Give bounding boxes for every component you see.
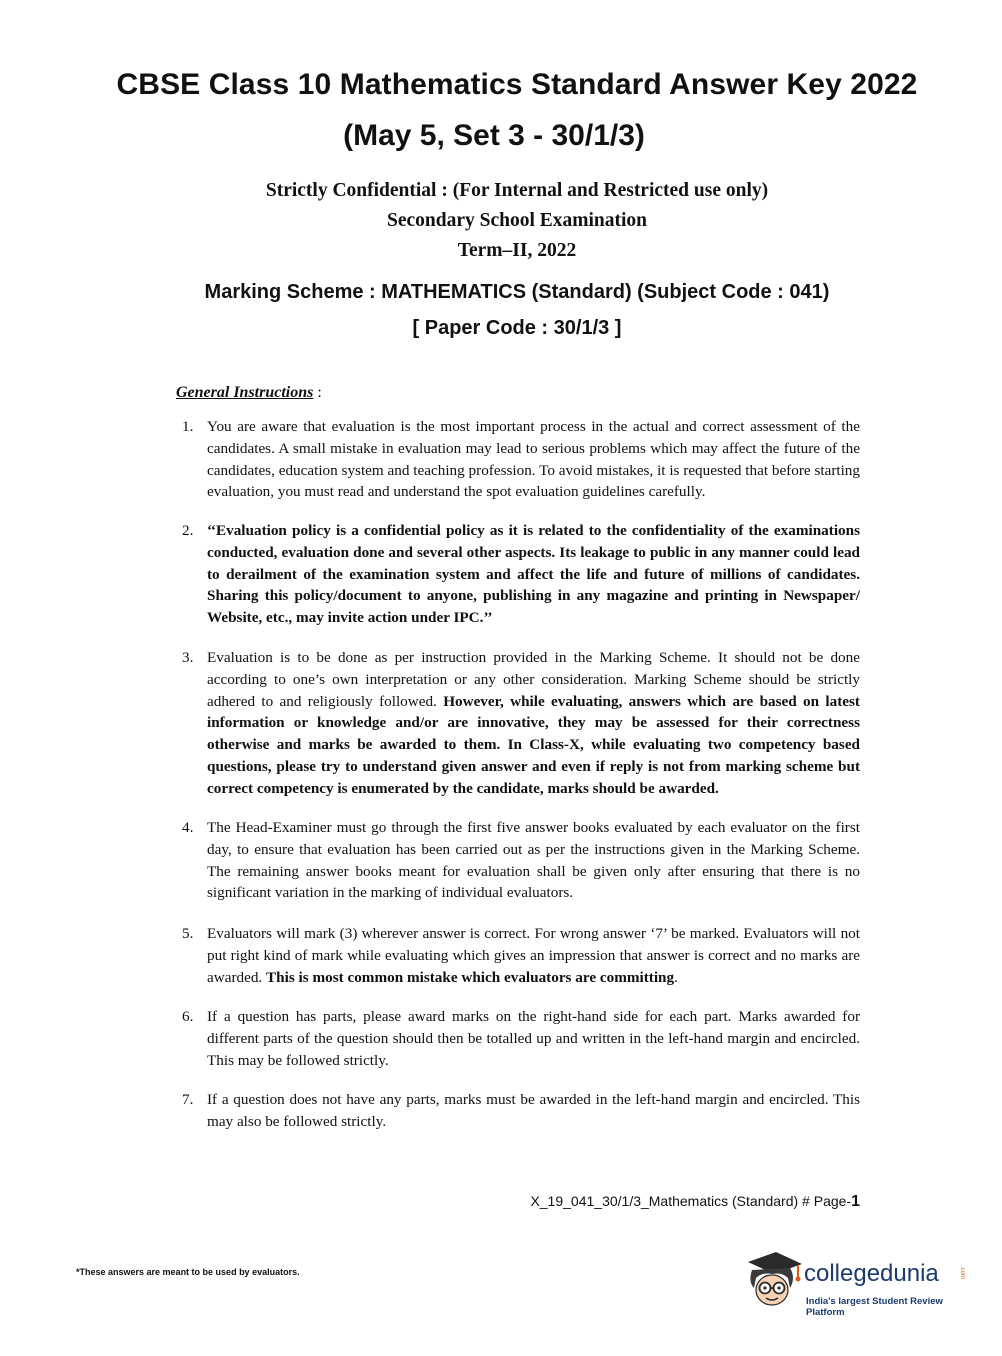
instruction-item-7 [176, 1089, 860, 1133]
instruction-number: 4. [182, 819, 194, 836]
marking-scheme-heading: Marking Scheme : MATHEMATICS (Standard) (Subject Code : 041) [204, 281, 830, 303]
instructions-heading-suffix: : [313, 384, 322, 401]
evaluator-note: *These answers are meant to be used by evaluators. [76, 1267, 300, 1277]
instruction-item-1 [176, 416, 860, 503]
instruction-text: If a question does not have any parts, marks must be awarded in the left-hand margin and encircled. This may also be followed strictly. [207, 1091, 860, 1130]
page-number: 1 [851, 1193, 860, 1210]
instruction-text: You are aware that evaluation is the most important process in the actual and correct assessment of the candidates. A small mistake in evaluation may lead to serious problems which may affect the future of the candidates, education system and teaching profession. To avoid mistakes, it is requested that before starting evaluation, you must read and understand the spot evaluation guidelines carefully. [207, 418, 860, 501]
instruction-item-2 [176, 520, 860, 629]
instruction-number: 7. [182, 1091, 194, 1108]
paper-code: [ Paper Code : 30/1/3 ] [412, 317, 622, 339]
logo-domain: .com [959, 1266, 965, 1280]
instructions-heading-text: General Instructions [176, 384, 314, 401]
instruction-number: 6. [182, 1008, 194, 1025]
instruction-bold-text: However, while evaluating, answers which are based on latest information or knowledge and/or are innovative, they may be assessed for their correctness otherwise and marks be awarded to them. In Class-X, while evaluating two competency based questions, please try to understand given answer and even if reply is not from marking scheme but correct competency is enumerated by the candidate, marks should be awarded. [207, 692, 860, 797]
instruction-text: If a question has parts, please award marks on the right-hand side for each part. Marks awarded for different parts of the question should then be totalled up and written in the left-hand margin and encircled. This may be followed strictly. [207, 1008, 860, 1069]
instruction-number: 3. [182, 649, 194, 666]
exam-name: Secondary School Examination [386, 210, 648, 231]
instruction-number: 2. [182, 522, 194, 539]
collegedunia-logo [742, 1248, 972, 1318]
page-footer [530, 1193, 860, 1211]
instruction-text: Evaluators will mark (3) wherever answer is correct. For wrong answer ‘7’ be marked. Evaluators will not put right kind of mark while evaluating which gives an impression that answer is correct and no marks are awarded. [207, 925, 860, 986]
instruction-item-5 [176, 923, 860, 988]
instruction-text: Evaluation is to be done as per instruction provided in the Marking Scheme. It should not be done according to one’s own interpretation or any other consideration. Marking Scheme should be strictly adhered to and religiously followed. [207, 649, 860, 710]
logo-wordmark: collegedunia [804, 1260, 939, 1287]
document-title: CBSE Class 10 Mathematics Standard Answer Key 2022 [116, 68, 918, 101]
instruction-bold-text: This is most common mistake which evaluators are committing [266, 968, 675, 986]
instruction-text: The Head-Examiner must go through the first five answer books evaluated by each evaluator on the first day, to ensure that evaluation has been carried out as per the instructions given in the Marking Scheme. The remaining answer books meant for evaluation shall be given only after ensuring that there is no significant variation in the marking of individual evaluators. [207, 819, 860, 902]
instruction-number: 1. [182, 418, 194, 435]
instruction-item-6 [176, 1006, 860, 1071]
graduate-mascot-icon [742, 1248, 804, 1312]
instructions-heading [176, 384, 322, 402]
page-label: X_19_041_30/1/3_Mathematics (Standard) # Page- [530, 1193, 852, 1209]
confidential-notice: Strictly Confidential : (For Internal and Restricted use only) [265, 180, 769, 201]
instruction-item-4 [176, 817, 860, 904]
exam-term: Term–II, 2022 [457, 240, 577, 261]
instruction-text-end: . [674, 968, 678, 986]
instruction-item-3 [176, 647, 860, 800]
instruction-bold-text: ‘‘Evaluation policy is a confidential policy as it is related to the confidentiality of the examinations conducted, evaluation done and several other aspects. Its leakage to public in any manner could lead to derailment of the examination system and affect the life and future of millions of candidates. Sharing this policy/document to anyone, publishing in any magazine and printing in Newspaper/ Website, etc., may invite action under IPC.’’ [207, 522, 860, 627]
instruction-number: 5. [182, 925, 194, 942]
logo-tagline: India's largest Student Review Platform [806, 1296, 943, 1318]
document-subtitle: (May 5, Set 3 - 30/1/3) [343, 119, 645, 152]
